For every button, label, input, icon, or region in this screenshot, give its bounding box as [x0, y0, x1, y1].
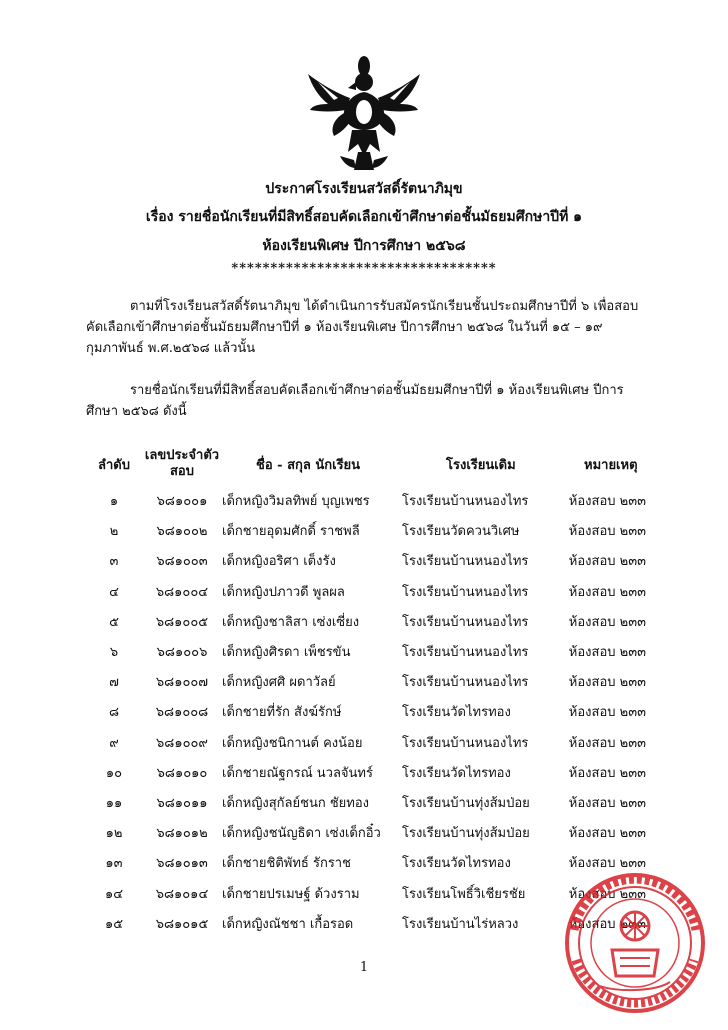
cell-exam-id: ๖๘๑๐๑๐ [156, 765, 208, 781]
cell-student-name: เด็กชายชิติพัทธ์ รักราช [222, 856, 351, 872]
cell-student-name: เด็กหญิงศศิ ผดาวัลย์ [222, 675, 336, 691]
cell-no: ๗ [109, 675, 119, 691]
cell-school: โรงเรียนบ้านไร่หลวง [402, 916, 519, 932]
cell-school: โรงเรียนบ้านหนองไทร [402, 645, 529, 660]
cell-school: โรงเรียนโพธิ์วิเชียรชัย [402, 886, 526, 902]
cell-note: ห้องสอบ ๒๓๓ [568, 826, 646, 842]
table-row [0, 792, 728, 822]
header-exam-id [140, 448, 224, 480]
cell-student-name: เด็กชายปรเมษฐ์ ด้วงราม [222, 886, 360, 902]
table-row [0, 490, 728, 520]
cell-student-name: เด็กหญิงวิมลทิพย์ บุญเพชร [222, 494, 370, 509]
cell-student-name: เด็กหญิงสุกัลย์ชนก ชัยทอง [222, 796, 370, 811]
cell-student-name: เด็กหญิงชาลิสา เซ่งเซี่ยง [222, 614, 360, 630]
cell-exam-id: ๖๘๑๐๐๗ [155, 675, 209, 691]
cell-school: โรงเรียนบ้านหนองไทร [402, 614, 529, 630]
header-exam-id-line2: สอบ [170, 464, 194, 479]
cell-exam-id: ๖๘๑๐๑๔ [155, 886, 209, 902]
cell-school: โรงเรียนบ้านหนองไทร [402, 494, 529, 509]
cell-no: ๑๕ [104, 916, 124, 932]
cell-note: ห้องสอบ ๒๓๓ [568, 524, 646, 540]
list-intro-paragraph [86, 380, 646, 422]
cell-no: ๑๑ [105, 796, 123, 811]
cell-student-name: เด็กหญิงชนัญธิดา เซ่งเด็กอิ๋ว [222, 826, 381, 842]
cell-note: ห้องสอบ ๒๓๓ [568, 584, 646, 600]
cell-school: โรงเรียนวัดไทรทอง [402, 705, 511, 721]
intro-paragraph [86, 296, 646, 359]
cell-note: ห้องสอบ ๒๓๓ [568, 856, 646, 872]
cell-student-name: เด็กหญิงณัชชา เกื้อรอด [222, 916, 354, 932]
header-name: ชื่อ - สกุล นักเรียน [256, 458, 361, 473]
header-exam-id-line1: เลขประจำตัว [144, 448, 220, 463]
list-intro-paragraph-text: รายชื่อนักเรียนที่มีสิทธิ์สอบคัดเลือกเข้าศึกษาต่อชั้นมัธยมศึกษาปีที่ ๑ ห้องเรียนพิเศษ ปีการศึกษา ๒๕๖๘ ดังนี้ [86, 383, 624, 419]
announcement-program: ห้องเรียนพิเศษ ปีการศึกษา ๒๕๖๘ [262, 238, 466, 254]
table-row [0, 701, 728, 731]
cell-exam-id: ๖๘๑๐๑๓ [156, 856, 208, 872]
cell-school: โรงเรียนวัดควนวิเศษ [402, 524, 520, 540]
announcement-title: ประกาศโรงเรียนสวัสดิ์รัตนาภิมุข [265, 181, 463, 197]
cell-note: ห้องสอบ ๒๓๓ [568, 796, 646, 811]
cell-school: โรงเรียนบ้านทุ่งส้มป่อย [402, 826, 530, 842]
table-row [0, 822, 728, 852]
cell-note: ห้องสอบ ๒๓๓ [568, 916, 646, 932]
cell-exam-id: ๖๘๑๐๑๑ [156, 796, 208, 811]
cell-school: โรงเรียนบ้านทุ่งส้มป่อย [402, 796, 530, 811]
cell-note: ห้องสอบ ๒๓๓ [568, 614, 646, 630]
cell-school: โรงเรียนบ้านหนองไทร [402, 675, 529, 691]
cell-student-name: เด็กชายณัฐกรณ์ นวลจันทร์ [222, 765, 373, 781]
cell-no: ๑๓ [105, 856, 123, 872]
cell-student-name: เด็กชายอุดมศักดิ์ ราชพลี [222, 524, 360, 540]
table-row [0, 641, 728, 671]
announcement-subject: เรื่อง รายชื่อนักเรียนที่มีสิทธิ์สอบคัดเลือกเข้าศึกษาต่อชั้นมัธยมศึกษาปีที่ ๑ [145, 209, 583, 225]
garuda-emblem-icon [304, 52, 424, 177]
cell-no: ๘ [108, 705, 120, 721]
table-row [0, 732, 728, 762]
table-row [0, 611, 728, 641]
cell-school: โรงเรียนบ้านหนองไทร [402, 554, 529, 570]
cell-exam-id: ๖๘๑๐๐๑ [156, 494, 208, 509]
cell-school: โรงเรียนบ้านหนองไทร [402, 584, 529, 600]
cell-note: ห้องสอบ ๒๓๓ [568, 675, 646, 691]
cell-exam-id: ๖๘๑๐๑๕ [155, 916, 209, 932]
cell-no: ๑๐ [105, 765, 123, 781]
cell-note: ห้องสอบ ๒๓๓ [568, 765, 646, 781]
cell-no: ๑ [109, 494, 119, 509]
cell-school: โรงเรียนบ้านหนองไทร [402, 735, 529, 751]
cell-student-name: เด็กชายที่รัก สังฆ์รักษ์ [222, 705, 342, 721]
cell-no: ๕ [109, 614, 119, 630]
cell-exam-id: ๖๘๑๐๐๒ [156, 524, 208, 540]
table-row [0, 550, 728, 580]
cell-exam-id: ๖๘๑๐๐๓ [156, 554, 208, 570]
header-no: ลำดับ [98, 458, 130, 473]
header-school: โรงเรียนเดิม [446, 458, 516, 473]
table-row [0, 671, 728, 701]
cell-note: ห้องสอบ ๒๓๓ [568, 735, 646, 751]
cell-no: ๖ [109, 645, 119, 660]
cell-student-name: เด็กหญิงศิรดา เพ็ชรขัน [222, 645, 351, 660]
cell-school: โรงเรียนวัดไทรทอง [402, 856, 511, 872]
cell-student-name: เด็กหญิงชนิกานต์ คงน้อย [222, 735, 363, 751]
cell-note: ห้องสอบ ๒๓๓ [568, 494, 646, 509]
page-number: 1 [359, 960, 369, 975]
intro-paragraph-text: ตามที่โรงเรียนสวัสดิ์รัตนาภิมุข ได้ดำเนินการรับสมัครนักเรียนชั้นประถมศึกษาปีที่ ๖ เพื่อสอบคัดเลือกเข้าศึกษาต่อชั้นมัธยมศึกษาปีที่ ๑ ห้องเรียนพิเศษ ปีการศึกษา ๒๕๖๘ ในวันที่ ๑๕ – ๑๙ กุมภาพันธ์ พ.ศ.๒๕๖๘ แล้วนั้น [86, 299, 639, 356]
school-seal-stamp [560, 868, 710, 1018]
cell-no: ๔ [109, 584, 119, 600]
table-row [0, 762, 728, 792]
cell-note: ห้องสอบ ๒๓๓ [568, 705, 646, 721]
cell-student-name: เด็กหญิงอริศา เต็งรัง [222, 554, 336, 570]
cell-no: ๓ [109, 554, 119, 570]
header-note: หมายเหตุ [584, 458, 638, 473]
cell-exam-id: ๖๘๑๐๐๕ [155, 614, 209, 630]
cell-exam-id: ๖๘๑๐๐๖ [156, 645, 208, 660]
cell-exam-id: ๖๘๑๐๐๔ [155, 584, 209, 600]
separator-line: ********************************** [231, 261, 497, 276]
cell-no: ๒ [109, 524, 119, 540]
cell-note: ห้องสอบ ๒๓๓ [568, 645, 646, 660]
cell-no: ๑๒ [105, 826, 123, 842]
table-row [0, 520, 728, 550]
cell-student-name: เด็กหญิงปภาวดี พูลผล [222, 584, 345, 600]
cell-no: ๑๔ [104, 886, 124, 902]
cell-exam-id: ๖๘๑๐๐๙ [156, 735, 208, 751]
cell-note: ห้องสอบ ๒๓๓ [568, 886, 646, 902]
cell-no: ๙ [109, 735, 119, 751]
cell-school: โรงเรียนวัดไทรทอง [402, 765, 511, 781]
table-row [0, 581, 728, 611]
cell-exam-id: ๖๘๑๐๑๒ [156, 826, 208, 842]
cell-exam-id: ๖๘๑๐๐๘ [155, 705, 209, 721]
cell-note: ห้องสอบ ๒๓๓ [568, 554, 646, 570]
